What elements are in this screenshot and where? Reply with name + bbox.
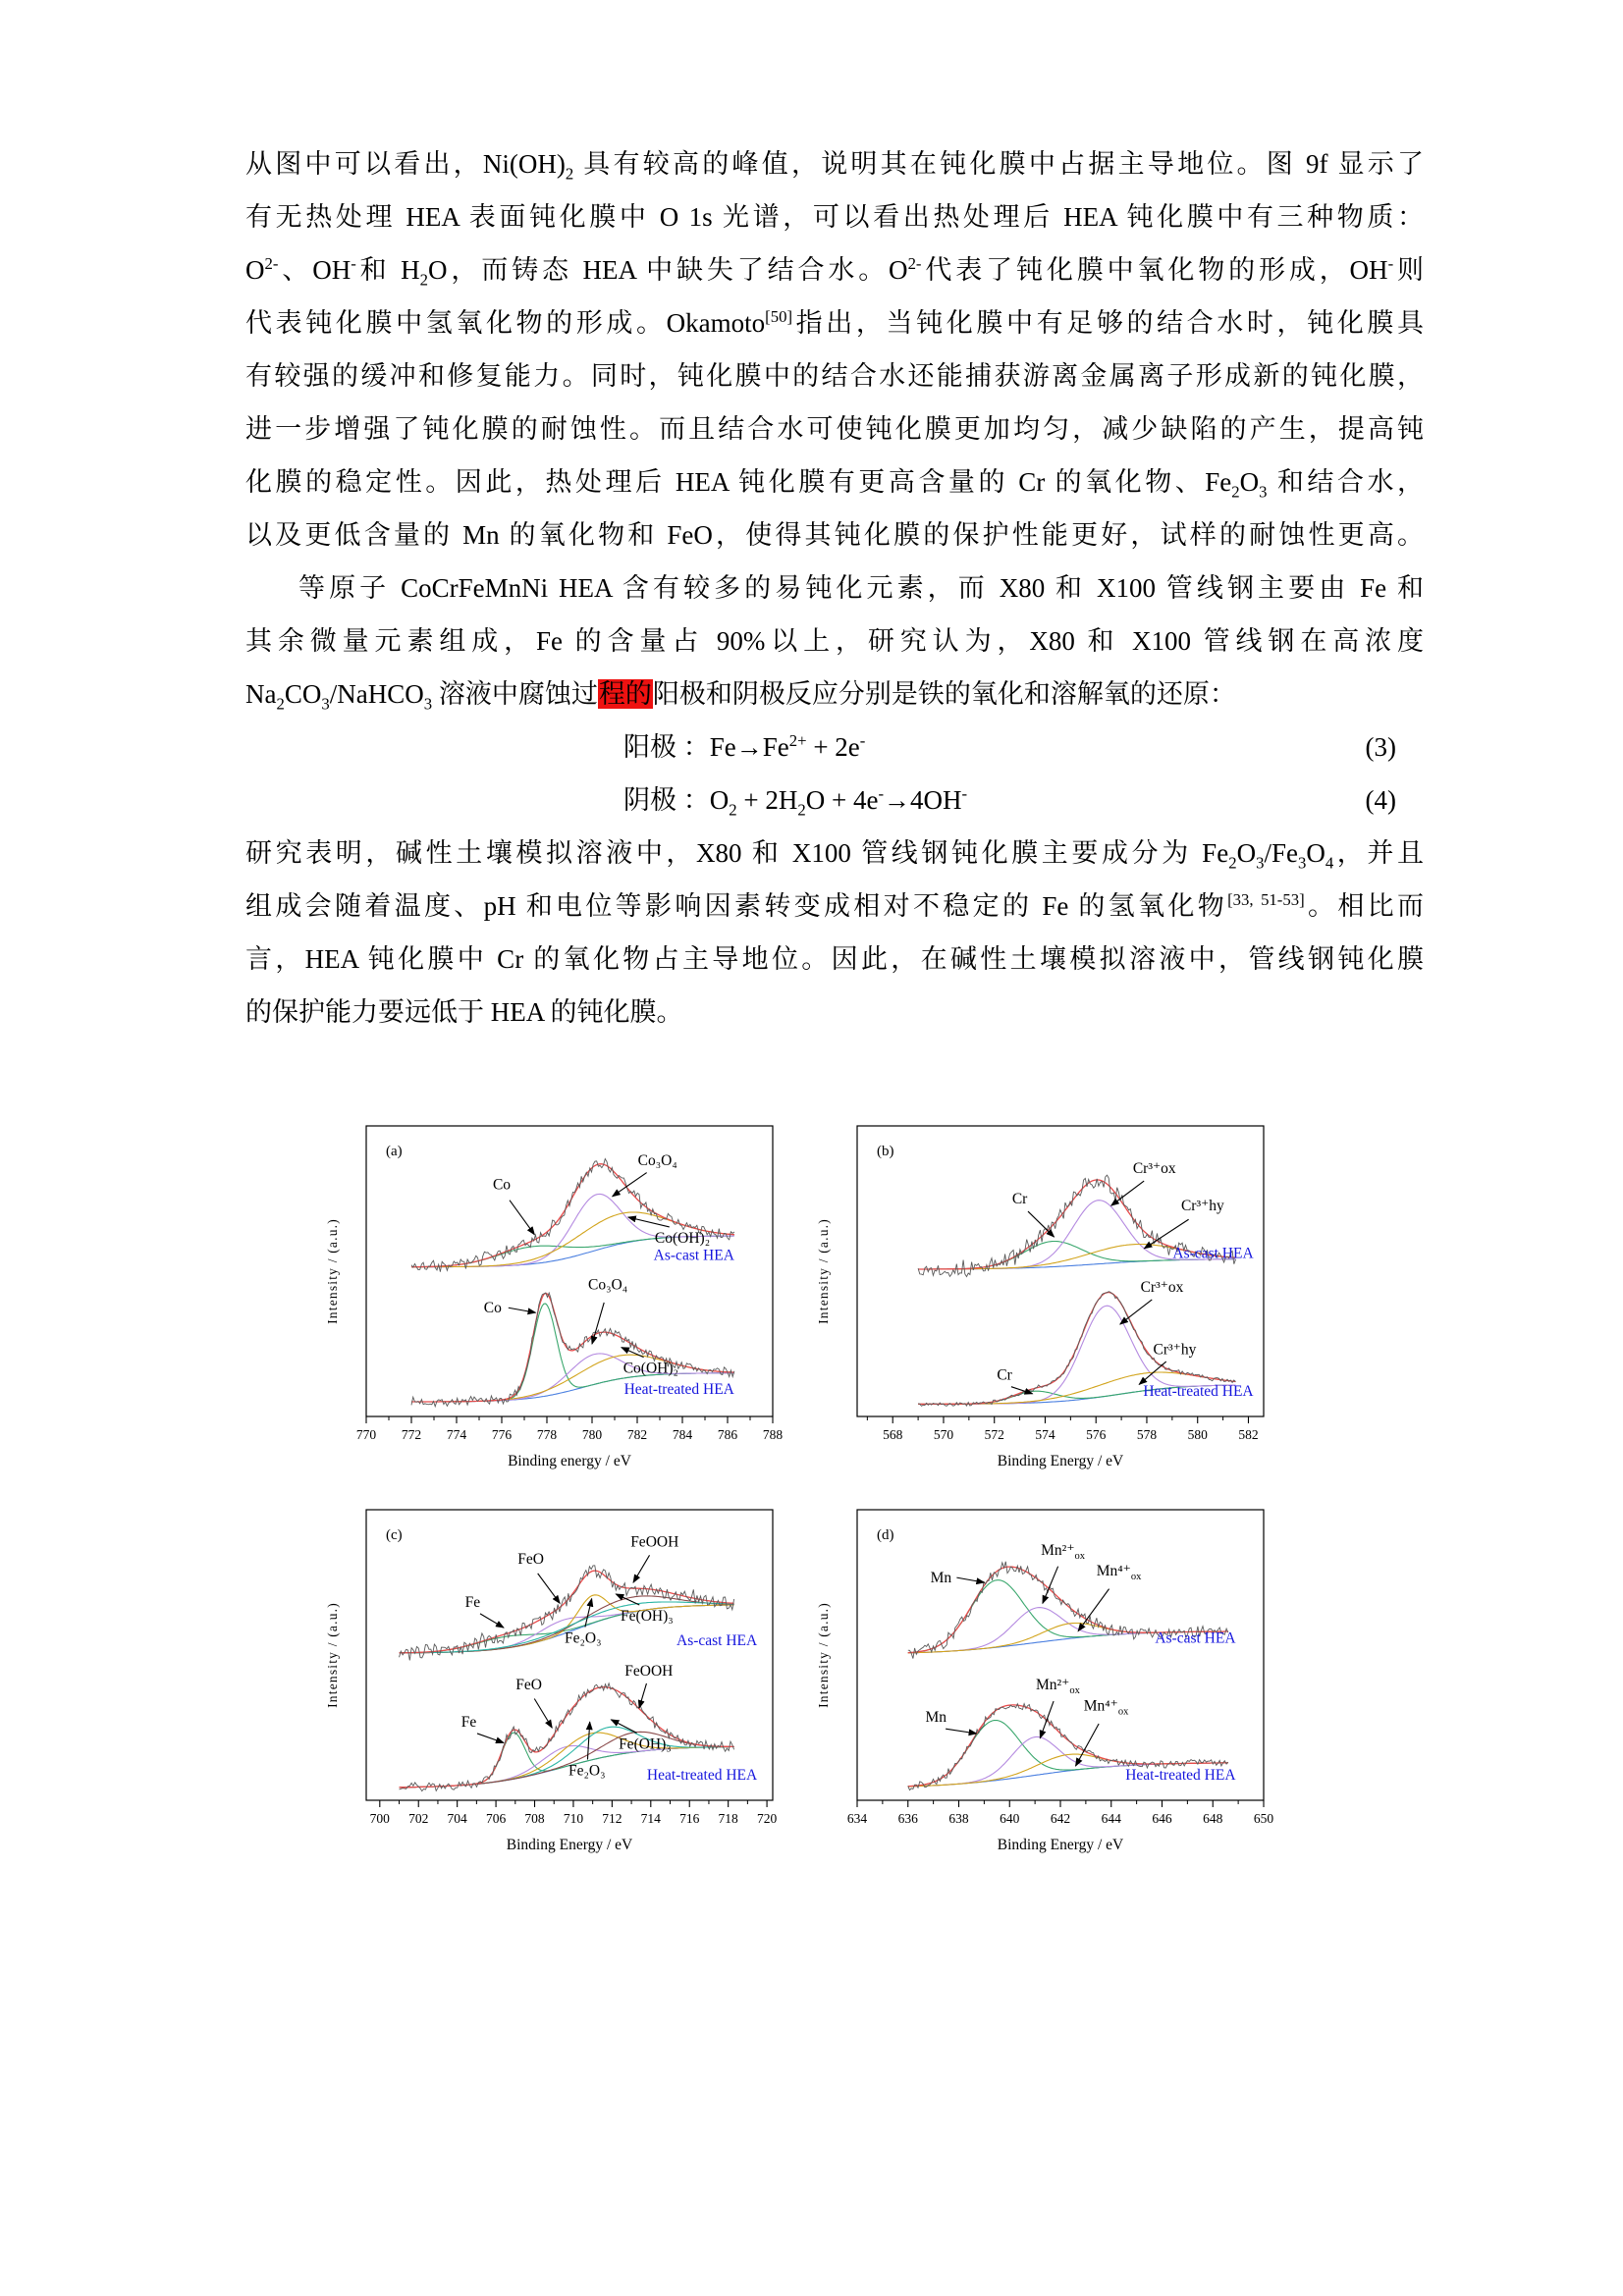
peak-label: FeOOH — [624, 1663, 674, 1680]
peak-label: Fe — [460, 1713, 477, 1731]
x-tick-label: 776 — [491, 1427, 513, 1442]
text-segment: 阳极 ：Fe→Fe — [623, 732, 789, 762]
annotation-arrow — [538, 1574, 560, 1603]
equation-body — [623, 774, 967, 827]
figure-row — [321, 1120, 1273, 1481]
annotation-arrow — [1078, 1589, 1109, 1631]
x-tick-label: 648 — [1203, 1811, 1223, 1826]
x-tick-label: 570 — [933, 1427, 954, 1442]
peak-label: Co(OH)₂ — [654, 1229, 711, 1247]
paragraph-line — [245, 455, 1424, 508]
x-tick-label: 580 — [1187, 1427, 1208, 1442]
peak-label: Co(OH)₂ — [622, 1360, 678, 1377]
paragraph-line — [245, 827, 1424, 880]
x-tick-label: 640 — [1000, 1811, 1020, 1826]
text-segment: 其余微量元素组成，Fe 的含量占 90%以上，研究认为，X80 和 X100 管线钢在高浓度 — [245, 626, 1424, 656]
x-tick-label: 568 — [883, 1427, 903, 1442]
peak-label: Co₃O₄ — [588, 1276, 628, 1294]
text-segment: 溶液中腐蚀过 — [432, 679, 598, 709]
text-segment: 化膜的稳定性。因此，热处理后 HEA 钝化膜有更高含量的 Cr 的氧化物、Fe — [245, 467, 1232, 497]
x-tick-label: 700 — [369, 1811, 390, 1826]
xps-panel-a — [321, 1120, 783, 1481]
plot-frame — [857, 1126, 1264, 1416]
superscript-text: [33, 51-53] — [1227, 890, 1305, 909]
panel-tag: (b) — [877, 1144, 894, 1159]
sample-state-label: Heat-treated HEA — [1125, 1767, 1236, 1785]
x-tick-label: 712 — [602, 1811, 622, 1826]
x-axis-label: Binding Energy / eV — [506, 1837, 633, 1853]
x-tick-label: 784 — [672, 1427, 693, 1442]
peak-label: Co — [483, 1300, 502, 1317]
xps-panel-c — [321, 1504, 783, 1865]
x-axis-ticks — [370, 1800, 778, 1826]
annotation-arrow — [480, 1614, 504, 1628]
peak-label: Fe(OH)₃ — [621, 1608, 674, 1626]
x-tick-label: 786 — [717, 1427, 738, 1442]
peak-label: Co₃O₄ — [637, 1151, 677, 1169]
equation-number: (3) — [1365, 732, 1396, 762]
paragraph-line — [245, 243, 1424, 296]
superscript-text: - — [859, 731, 866, 750]
x-tick-label: 718 — [718, 1811, 738, 1826]
peak-label: Mn — [930, 1570, 952, 1587]
superscript-text: 2+ — [788, 731, 807, 750]
figure-xps-spectra — [321, 1120, 1273, 1888]
x-tick-label: 572 — [984, 1427, 1004, 1442]
subscript-text: 2 — [1231, 482, 1240, 502]
subscript-text: 2 — [729, 800, 737, 820]
annotation-arrow — [509, 1308, 536, 1312]
x-tick-label: 578 — [1136, 1427, 1158, 1442]
annotation-arrow — [592, 1303, 604, 1344]
paragraph-line — [245, 190, 1424, 243]
x-axis-ticks — [847, 1800, 1273, 1826]
superscript-text: - — [961, 784, 968, 803]
subscript-text: 2 — [1228, 853, 1237, 873]
peak-label: Cr — [997, 1366, 1012, 1384]
panel-tag: (d) — [877, 1527, 894, 1543]
superscript-text: - — [1387, 254, 1394, 273]
figure-row — [321, 1504, 1273, 1865]
text-segment: 具有较高的峰值，说明其在钝化膜中占据主导地位。图 9f 显示了 — [573, 149, 1424, 179]
xps-chart-b — [812, 1120, 1273, 1481]
annotation-arrow — [1076, 1724, 1100, 1766]
annotation-arrow — [534, 1699, 552, 1729]
paragraph-line — [245, 349, 1424, 402]
xps-chart-a — [321, 1120, 783, 1481]
text-segment: 以及更低含量的 Mn 的氧化物和 FeO，使得其钝化膜的保护性能更好，试样的耐蚀性更高。 — [245, 520, 1424, 550]
subscript-text: 3 — [1259, 482, 1268, 502]
text-segment: /NaHCO — [329, 679, 424, 709]
text-segment: O — [245, 255, 265, 285]
text-segment: O + 4e — [805, 785, 879, 815]
text-segment: + 2e — [806, 732, 860, 762]
sample-state-label: As-cast HEA — [1155, 1629, 1236, 1647]
x-tick-label: 770 — [355, 1427, 377, 1442]
equation-number: (4) — [1365, 785, 1396, 815]
superscript-text: - — [878, 784, 885, 803]
text-segment: CO — [284, 679, 322, 709]
sample-state-label: Heat-treated HEA — [623, 1380, 734, 1398]
peak-label: $Mn^{2+}_{ox}$ — [1035, 1677, 1080, 1697]
annotation-arrow — [946, 1729, 976, 1734]
superscript-text: 2- — [907, 254, 922, 273]
annotation-arrow — [611, 1720, 636, 1734]
peak-label: $Mn^{4+}_{ox}$ — [1096, 1563, 1142, 1583]
subscript-text: 2 — [419, 270, 429, 290]
annotation-arrow — [585, 1599, 592, 1628]
text-segment: 进一步增强了钝化膜的耐蚀性。而且结合水可使钝化膜更加均匀，减少缺陷的产生，提高钝 — [245, 414, 1424, 444]
x-tick-label: 634 — [846, 1811, 868, 1826]
peak-label: Cr³⁺ox — [1140, 1279, 1184, 1296]
y-axis-label: Intensity / (a.u.) — [816, 1602, 831, 1708]
text-segment: 阳极和阴极反应分别是铁的氧化和溶解氧的还原： — [652, 679, 1236, 709]
x-tick-label: 636 — [897, 1811, 918, 1826]
paragraph-line — [245, 880, 1424, 933]
subscript-text: 3 — [1297, 853, 1307, 873]
text-segment: 和 H — [355, 255, 420, 285]
annotation-arrow — [956, 1577, 984, 1582]
peak-label: Cr³⁺hy — [1180, 1197, 1224, 1214]
x-tick-label: 638 — [948, 1811, 969, 1826]
text-segment: 从图中可以看出，Ni(OH) — [245, 149, 566, 179]
peak-label: Cr — [1011, 1190, 1028, 1207]
x-tick-label: 710 — [563, 1811, 584, 1826]
text-segment: 阴极 ：O — [623, 785, 730, 815]
text-segment: →4OH — [884, 785, 962, 815]
text-segment: 有较强的缓冲和修复能力。同时，钝化膜中的结合水还能捕获游离金属离子形成新的钝化膜， — [245, 361, 1424, 391]
peak-label: Fe₂O₃ — [568, 1762, 606, 1780]
highlighted-text: 程的 — [598, 679, 652, 709]
text-segment: O — [1306, 838, 1325, 868]
x-axis-label: Binding Energy / eV — [997, 1453, 1124, 1469]
paragraph-line — [245, 667, 1424, 721]
paragraph-line — [245, 561, 1424, 614]
x-tick-label: 582 — [1238, 1427, 1259, 1442]
text-segment: 代表了钝化膜中氧化物的形成，OH — [921, 255, 1388, 285]
annotation-arrow — [477, 1734, 504, 1743]
x-tick-label: 706 — [485, 1811, 507, 1826]
peak-label: FeO — [517, 1551, 544, 1569]
sample-state-label: Heat-treated HEA — [1143, 1383, 1254, 1401]
sample-state-label: Heat-treated HEA — [646, 1767, 758, 1785]
subscript-text: 2 — [797, 800, 806, 820]
subscript-text: 4 — [1325, 853, 1334, 873]
subscript-text: 2 — [565, 164, 574, 184]
y-axis-label: Intensity / (a.u.) — [816, 1218, 831, 1324]
paragraph-line — [245, 296, 1424, 349]
x-tick-label: 708 — [524, 1811, 545, 1826]
peak-label: FeO — [515, 1677, 542, 1694]
text-segment: 代表钝化膜中氢氧化物的形成。Okamoto — [245, 308, 766, 338]
text-segment: 则 — [1393, 255, 1424, 285]
x-tick-label: 576 — [1086, 1427, 1107, 1442]
text-segment: 指出，当钝化膜中有足够的结合水时，钝化膜具 — [792, 308, 1424, 338]
subscript-text: 3 — [321, 694, 330, 714]
plot-frame — [366, 1510, 773, 1800]
y-axis-label: Intensity / (a.u.) — [325, 1602, 340, 1708]
x-tick-label: 716 — [679, 1811, 700, 1826]
text-segment: 、OH — [278, 255, 352, 285]
superscript-text: [50] — [765, 307, 793, 326]
peak-label: $Mn^{2+}_{ox}$ — [1041, 1541, 1086, 1562]
peak-label: Fe(OH)₃ — [619, 1735, 672, 1753]
paragraph-line — [245, 986, 1424, 1039]
superscript-text: 2- — [264, 254, 279, 273]
x-tick-label: 778 — [536, 1427, 558, 1442]
x-axis-ticks — [356, 1416, 783, 1442]
annotation-arrow — [639, 1683, 646, 1708]
annotation-arrow — [633, 1555, 649, 1582]
panel-tag: (a) — [386, 1144, 403, 1159]
x-tick-label: 644 — [1101, 1811, 1121, 1826]
text-segment: + 2H — [736, 785, 798, 815]
xps-panel-d — [812, 1504, 1273, 1865]
x-tick-label: 650 — [1253, 1811, 1273, 1826]
paragraph-line — [245, 137, 1424, 190]
peak-label: Co — [492, 1176, 512, 1194]
peak-label: Fe — [464, 1593, 481, 1611]
equation-row — [245, 721, 1424, 774]
x-axis-label: Binding energy / eV — [508, 1453, 631, 1469]
annotation-arrow — [616, 1594, 639, 1605]
paragraph-line — [245, 614, 1424, 667]
peak-label: $Mn^{4+}_{ox}$ — [1083, 1697, 1129, 1718]
subscript-text: 3 — [423, 694, 433, 714]
peak-label: Fe₂O₃ — [565, 1629, 602, 1647]
subscript-text: 3 — [1256, 853, 1265, 873]
paragraph-line — [245, 508, 1424, 561]
xps-chart-d — [812, 1504, 1273, 1865]
annotation-arrow — [510, 1201, 534, 1235]
body-text — [245, 137, 1424, 1039]
x-tick-label: 574 — [1035, 1427, 1055, 1442]
text-segment: Na — [245, 679, 277, 709]
xps-chart-c — [321, 1504, 783, 1865]
y-axis-label: Intensity / (a.u.) — [325, 1218, 340, 1324]
equation-row — [245, 774, 1424, 827]
peak-label: Cr³⁺ox — [1132, 1160, 1176, 1178]
paragraph-line — [245, 933, 1424, 986]
peak-label: Mn — [925, 1709, 947, 1727]
xps-panel-b — [812, 1120, 1273, 1481]
text-segment: 的保护能力要远低于 HEA 的钝化膜。 — [245, 997, 683, 1027]
text-segment: 组成会随着温度、pH 和电位等影响因素转变成相对不稳定的 Fe 的氢氧化物 — [245, 891, 1228, 921]
text-segment: O — [1239, 467, 1260, 497]
paragraph-line — [245, 402, 1424, 455]
sample-state-label: As-cast HEA — [653, 1247, 734, 1264]
annotation-arrow — [1040, 1701, 1054, 1738]
sample-state-label: As-cast HEA — [1172, 1245, 1254, 1262]
x-tick-label: 720 — [756, 1811, 778, 1826]
superscript-text: - — [351, 254, 356, 273]
x-tick-label: 704 — [447, 1811, 467, 1826]
text-segment: ，并且 — [1333, 838, 1424, 868]
text-segment: O — [1236, 838, 1257, 868]
x-tick-label: 780 — [581, 1427, 603, 1442]
equation-body — [623, 721, 865, 774]
panel-tag: (c) — [386, 1527, 403, 1543]
text-segment: O，而铸态 HEA 中缺失了结合水。O — [428, 255, 908, 285]
x-tick-label: 646 — [1152, 1811, 1172, 1826]
subscript-text: 2 — [276, 694, 285, 714]
x-tick-label: 772 — [401, 1427, 422, 1442]
x-axis-ticks — [867, 1416, 1258, 1442]
peak-label: Cr³⁺hy — [1153, 1341, 1197, 1359]
x-tick-label: 714 — [640, 1811, 661, 1826]
text-segment: 和结合水， — [1267, 467, 1424, 497]
text-segment: 有无热处理 HEA 表面钝化膜中 O 1s 光谱，可以看出热处理后 HEA 钝化膜中有三种物质： — [245, 202, 1424, 232]
text-segment: /Fe — [1264, 838, 1298, 868]
x-tick-label: 702 — [408, 1811, 429, 1826]
x-tick-label: 782 — [626, 1427, 648, 1442]
x-tick-label: 642 — [1050, 1811, 1071, 1826]
x-axis-label: Binding Energy / eV — [997, 1837, 1124, 1853]
text-segment: 等原子 CoCrFeMnNi HEA 含有较多的易钝化元素，而 X80 和 X100 管线钢主要由 Fe 和 — [298, 573, 1424, 603]
x-tick-label: 774 — [446, 1427, 467, 1442]
text-segment: 。相比而 — [1304, 891, 1424, 921]
text-segment: 研究表明，碱性土壤模拟溶液中，X80 和 X100 管线钢钝化膜主要成分为 Fe — [245, 838, 1229, 868]
text-segment: 言，HEA 钝化膜中 Cr 的氧化物占主导地位。因此，在碱性土壤模拟溶液中，管线钢钝化膜 — [245, 944, 1424, 974]
sample-state-label: As-cast HEA — [676, 1631, 758, 1649]
x-tick-label: 788 — [762, 1427, 783, 1442]
peak-label: FeOOH — [630, 1533, 679, 1551]
